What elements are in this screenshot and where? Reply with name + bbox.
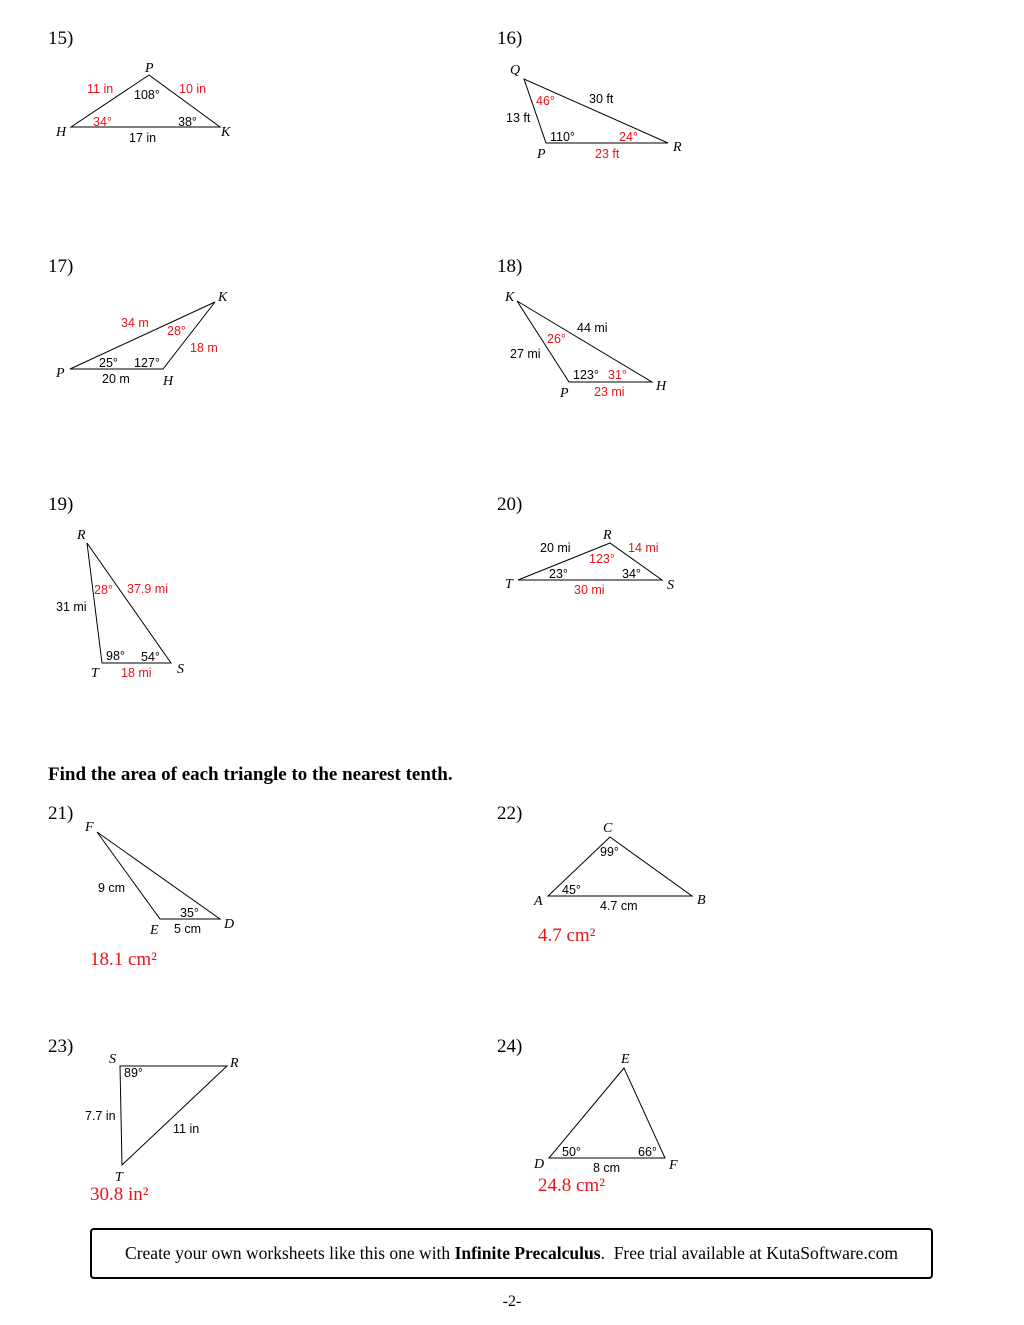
side-label: 18 m bbox=[190, 341, 218, 355]
vertex-label: P bbox=[560, 386, 569, 401]
angle-label: 123° bbox=[573, 368, 599, 382]
angle-label: 25° bbox=[99, 356, 118, 370]
vertex-label: S bbox=[109, 1052, 116, 1067]
side-label: 23 ft bbox=[595, 147, 620, 161]
angle-label: 123° bbox=[589, 552, 615, 566]
angle-label: 98° bbox=[106, 649, 125, 663]
vertex-label: E bbox=[621, 1052, 630, 1067]
vertex-label: R bbox=[673, 140, 682, 155]
angle-label: 108° bbox=[134, 88, 160, 102]
triangle-shape bbox=[120, 1066, 227, 1165]
side-label: 11 in bbox=[173, 1122, 200, 1136]
side-label: 20 m bbox=[102, 372, 130, 386]
vertex-label: P bbox=[145, 61, 154, 76]
side-label: 10 in bbox=[179, 82, 207, 96]
side-label: 20 mi bbox=[540, 541, 571, 555]
footer-box bbox=[90, 1228, 933, 1279]
vertex-label: T bbox=[91, 666, 99, 681]
vertex-label: K bbox=[221, 125, 231, 140]
side-label: 17 in bbox=[129, 131, 157, 145]
vertex-label: K bbox=[505, 290, 515, 305]
angle-label: 66° bbox=[638, 1145, 657, 1159]
angle-label: 31° bbox=[608, 368, 627, 382]
vertex-label: F bbox=[85, 820, 94, 835]
problem-number-15: 15) bbox=[48, 28, 74, 49]
answer-22: 4.7 cm² bbox=[538, 925, 596, 946]
vertex-label: P bbox=[537, 147, 546, 162]
angle-label: 23° bbox=[549, 567, 568, 581]
section-instruction: Find the area of each triangle to the nearest tenth. bbox=[48, 764, 453, 785]
angle-label: 34° bbox=[622, 567, 641, 581]
problem-number-18: 18) bbox=[497, 256, 523, 277]
side-label: 37.9 mi bbox=[127, 582, 168, 596]
side-label: 18 mi bbox=[121, 666, 152, 680]
angle-label: 127° bbox=[134, 356, 160, 370]
vertex-label: S bbox=[177, 662, 184, 677]
footer-text-before: Create your own worksheets like this one with bbox=[125, 1243, 455, 1263]
footer-product-name: Infinite Precalculus bbox=[454, 1243, 601, 1263]
triangle-figure-15 bbox=[55, 61, 231, 145]
side-label: 11 in bbox=[87, 82, 114, 96]
problem-number-21: 21) bbox=[48, 803, 74, 824]
angle-label: 28° bbox=[167, 324, 186, 338]
angle-label: 28° bbox=[94, 583, 113, 597]
vertex-label: K bbox=[218, 290, 228, 305]
vertex-label: A bbox=[534, 894, 543, 909]
angle-label: 99° bbox=[600, 845, 619, 859]
footer-text-after: . Free trial available at KutaSoftware.com bbox=[600, 1243, 898, 1263]
angle-label: 54° bbox=[141, 650, 160, 664]
vertex-label: Q bbox=[510, 63, 521, 78]
side-label: 8 cm bbox=[593, 1161, 621, 1175]
side-label: 27 mi bbox=[510, 347, 541, 361]
vertex-label: T bbox=[115, 1170, 123, 1185]
angle-label: 50° bbox=[562, 1145, 581, 1159]
angle-label: 24° bbox=[619, 130, 638, 144]
side-label: 23 mi bbox=[594, 385, 625, 399]
angle-label: 34° bbox=[93, 115, 112, 129]
vertex-label: B bbox=[697, 893, 706, 908]
answer-24: 24.8 cm² bbox=[538, 1175, 605, 1196]
triangle-figure-18 bbox=[504, 290, 667, 401]
vertex-label: C bbox=[603, 821, 613, 836]
side-label: 5 cm bbox=[174, 922, 202, 936]
angle-label: 38° bbox=[178, 115, 197, 129]
triangle-figure-20 bbox=[505, 528, 674, 597]
vertex-label: D bbox=[224, 917, 235, 932]
vertex-label: H bbox=[56, 125, 67, 140]
vertex-label: H bbox=[163, 374, 174, 389]
problem-number-22: 22) bbox=[497, 803, 523, 824]
problem-number-17: 17) bbox=[48, 256, 74, 277]
triangle-shape bbox=[87, 543, 171, 663]
problem-number-16: 16) bbox=[497, 28, 523, 49]
side-label: 7.7 in bbox=[85, 1109, 116, 1123]
triangle-shape bbox=[97, 832, 220, 919]
vertex-label: R bbox=[77, 528, 86, 543]
triangle-figure-23 bbox=[85, 1052, 239, 1185]
page-number: -2- bbox=[502, 1293, 522, 1310]
vertex-label: D bbox=[534, 1157, 545, 1172]
angle-label: 110° bbox=[550, 130, 575, 144]
answer-23: 30.8 in² bbox=[90, 1184, 149, 1205]
triangle-figure-19 bbox=[56, 528, 184, 681]
side-label: 30 mi bbox=[574, 583, 605, 597]
answer-21: 18.1 cm² bbox=[90, 949, 157, 970]
vertex-label: S bbox=[667, 578, 674, 593]
side-label: 34 m bbox=[121, 316, 149, 330]
vertex-label: H bbox=[656, 379, 667, 394]
vertex-label: R bbox=[230, 1056, 239, 1071]
triangle-figure-24 bbox=[533, 1052, 678, 1175]
side-label: 30 ft bbox=[589, 92, 614, 106]
side-label: 44 mi bbox=[577, 321, 608, 335]
problem-number-23: 23) bbox=[48, 1036, 74, 1057]
vertex-label: R bbox=[603, 528, 612, 543]
side-label: 13 ft bbox=[506, 111, 531, 125]
angle-label: 45° bbox=[562, 883, 581, 897]
problem-number-20: 20) bbox=[497, 494, 523, 515]
side-label: 31 mi bbox=[56, 600, 87, 614]
angle-label: 89° bbox=[124, 1066, 143, 1080]
triangle-figure-16 bbox=[506, 63, 682, 162]
vertex-label: T bbox=[505, 577, 513, 592]
side-label: 9 cm bbox=[98, 881, 126, 895]
problem-number-24: 24) bbox=[497, 1036, 523, 1057]
triangle-figure-22 bbox=[533, 821, 706, 913]
triangle-figure-17 bbox=[55, 290, 228, 389]
angle-label: 26° bbox=[547, 332, 566, 346]
side-label: 4.7 cm bbox=[600, 899, 638, 913]
vertex-label: F bbox=[669, 1158, 678, 1173]
triangle-figure-21 bbox=[84, 820, 234, 938]
problem-number-19: 19) bbox=[48, 494, 74, 515]
triangle-shape bbox=[524, 79, 668, 143]
vertex-label: P bbox=[56, 366, 65, 381]
side-label: 14 mi bbox=[628, 541, 659, 555]
angle-label: 35° bbox=[180, 906, 199, 920]
angle-label: 46° bbox=[536, 94, 555, 108]
vertex-label: E bbox=[150, 923, 159, 938]
